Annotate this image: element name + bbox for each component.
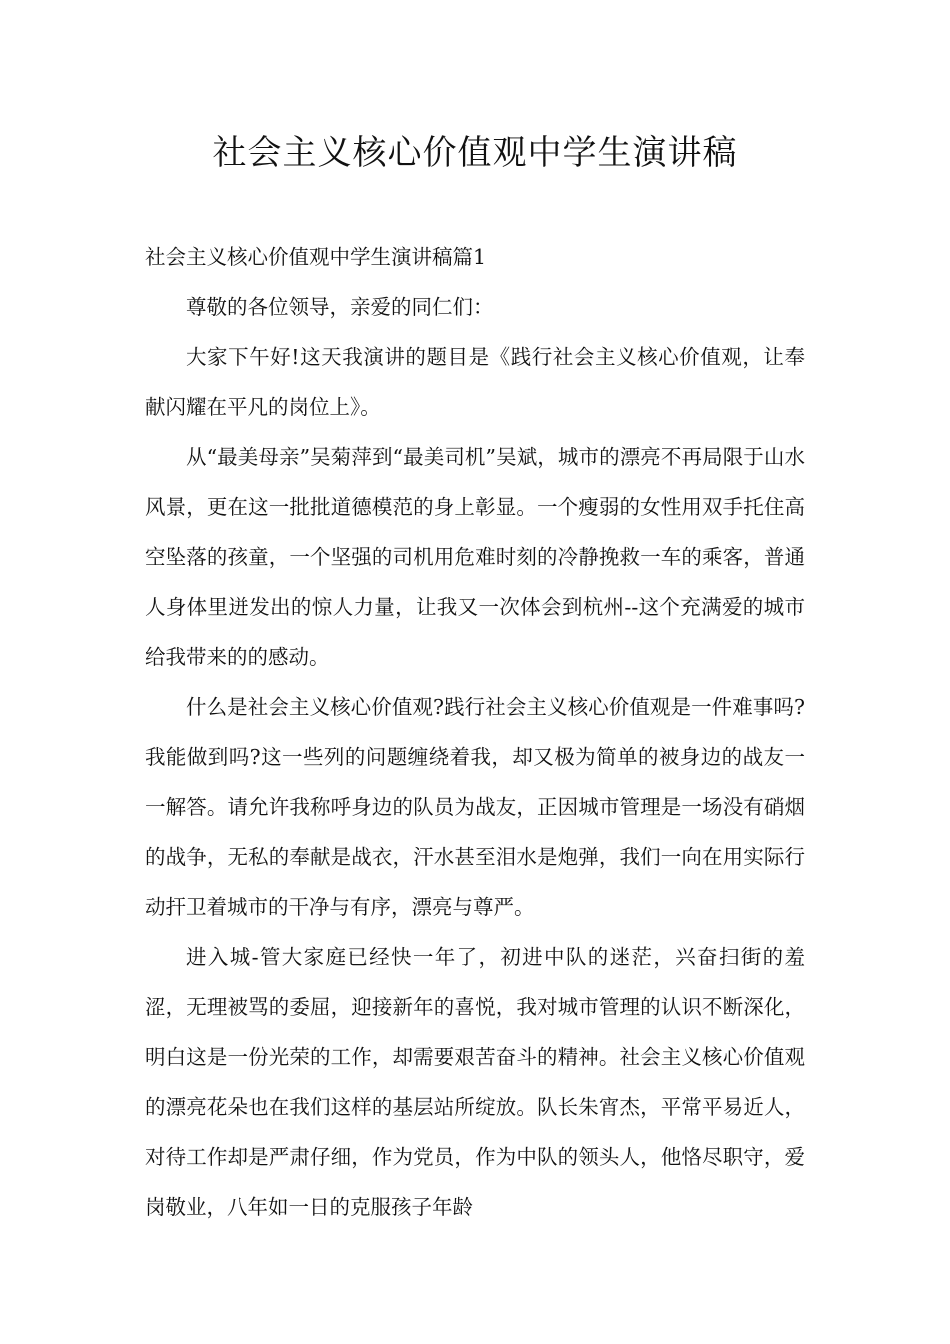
paragraph-role-models: 从“最美母亲”吴菊萍到“最美司机”吴斌，城市的漂亮不再局限于山水风景，更在这一批批道德模范的身上彰显。一个瘦弱的女性用双手托住高空坠落的孩童，一个坚强的司机用危难时刻的冷静挽救一车的乘客，普通人身体里迸发出的惊人力量，让我又一次体会到杭州--这个充满爱的城市给我带来的的感动。 bbox=[145, 445, 805, 669]
paragraph-intro: 大家下午好!这天我演讲的题目是《践行社会主义核心价值观，让奉献闪耀在平凡的岗位上》。 bbox=[145, 345, 805, 419]
section-heading: 社会主义核心价值观中学生演讲稿篇1 bbox=[145, 245, 487, 269]
paragraph-experience: 进入城-管大家庭已经快一年了，初进中队的迷茫，兴奋扫街的羞涩，无理被骂的委屈，迎接新年的喜悦，我对城市管理的认识不断深化，明白这是一份光荣的工作，却需要艰苦奋斗的精神。社会主义核心价值观的漂亮花朵也在我们这样的基层站所绽放。队长朱宵杰，平常平易近人，对待工作却是严肃仔细，作为党员，作为中队的领头人，他恪尽职守，爱岗敬业，八年如一日的克服孩子年龄 bbox=[145, 945, 805, 1219]
paragraph-core-values: 什么是社会主义核心价值观?践行社会主义核心价值观是一件难事吗?我能做到吗?这一些列的问题缠绕着我，却又极为简单的被身边的战友一一解答。请允许我称呼身边的队员为战友，正因城市管理是一场没有硝烟的战争，无私的奉献是战衣，汗水甚至泪水是炮弹，我们一向在用实际行动扞卫着城市的干净与有序，漂亮与尊严。 bbox=[145, 695, 805, 919]
document-body bbox=[145, 232, 805, 1232]
paragraph-greeting: 尊敬的各位领导，亲爱的同仁们： bbox=[186, 295, 494, 319]
document-title: 社会主义核心价值观中学生演讲稿 bbox=[212, 133, 738, 173]
